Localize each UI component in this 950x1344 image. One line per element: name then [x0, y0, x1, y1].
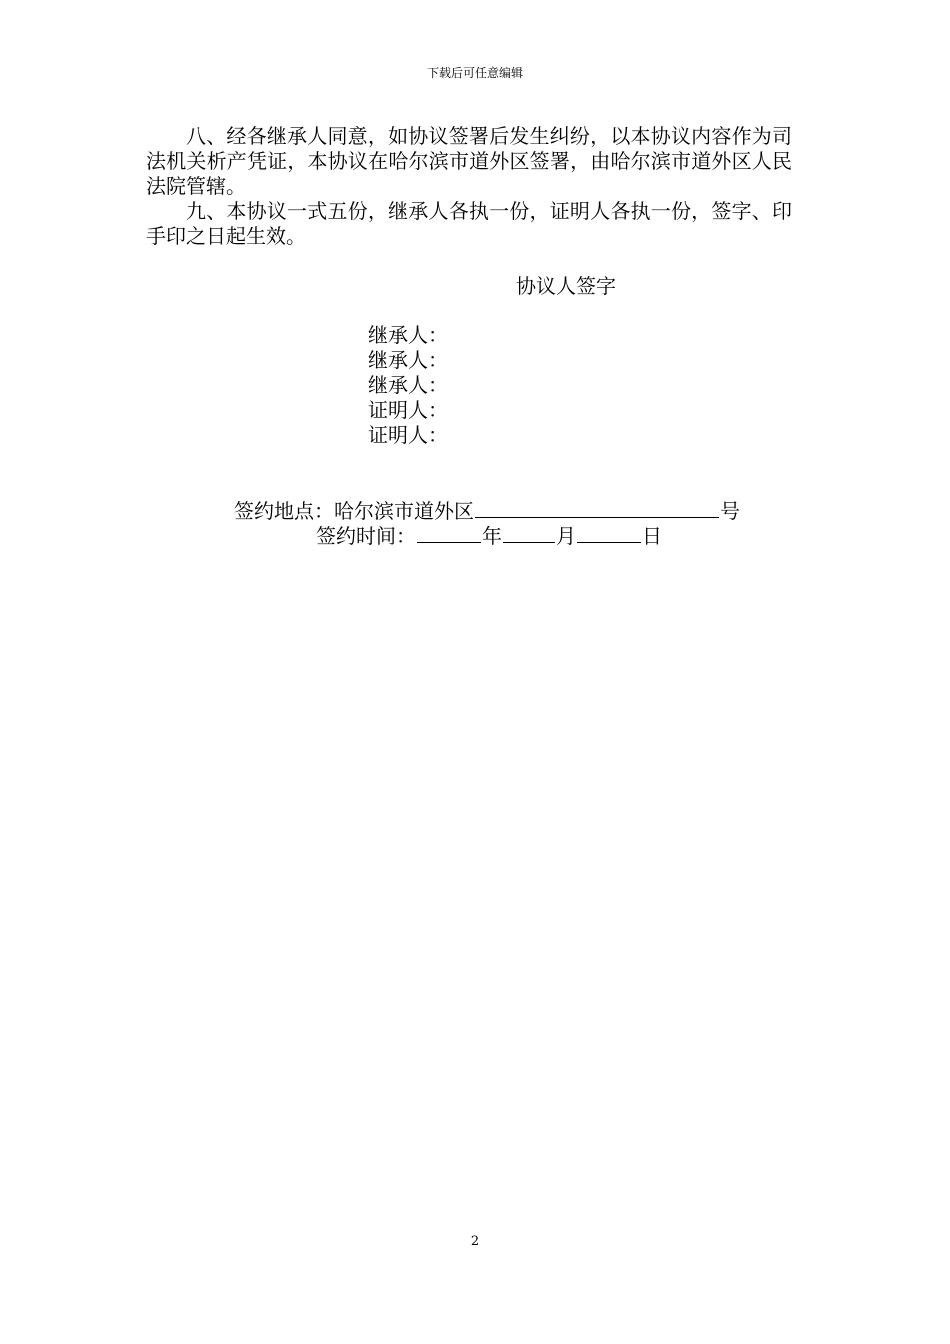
signer-witness-1: 证明人：: [368, 398, 448, 422]
clause-nine: 九、本协议一式五份，继承人各执一份，证明人各执一份，签字、印手印之日起生效。: [146, 199, 792, 248]
signing-place-line: [234, 498, 740, 524]
place-suffix: 号: [720, 499, 740, 523]
day-blank: [577, 523, 641, 543]
signer-heir-1: 继承人：: [368, 323, 448, 347]
month-blank: [503, 523, 555, 543]
signing-time-label: 签约时间：: [316, 524, 416, 548]
year-label: 年: [482, 524, 502, 548]
page-header: 下载后可任意编辑: [426, 66, 523, 80]
page-number: 2: [470, 1234, 480, 1249]
signer-heir-2: 继承人：: [368, 348, 448, 372]
signing-time-line: [316, 523, 662, 549]
clause-eight: 八、经各继承人同意，如协议签署后发生纠纷，以本协议内容作为司法机关析产凭证，本协议在哈尔滨市道外区签署，由哈尔滨市道外区人民法院管辖。: [146, 124, 792, 198]
month-label: 月: [556, 524, 576, 548]
agreement-body: [146, 124, 792, 249]
signer-heir-3: 继承人：: [368, 373, 448, 397]
signature-title: 协议人签字: [516, 274, 616, 298]
signer-list: [368, 323, 448, 448]
year-blank: [417, 523, 481, 543]
signing-place-label: 签约地点：哈尔滨市道外区: [234, 499, 474, 523]
signer-witness-2: 证明人：: [368, 423, 448, 447]
place-blank: [475, 498, 719, 518]
day-label: 日: [642, 524, 662, 548]
